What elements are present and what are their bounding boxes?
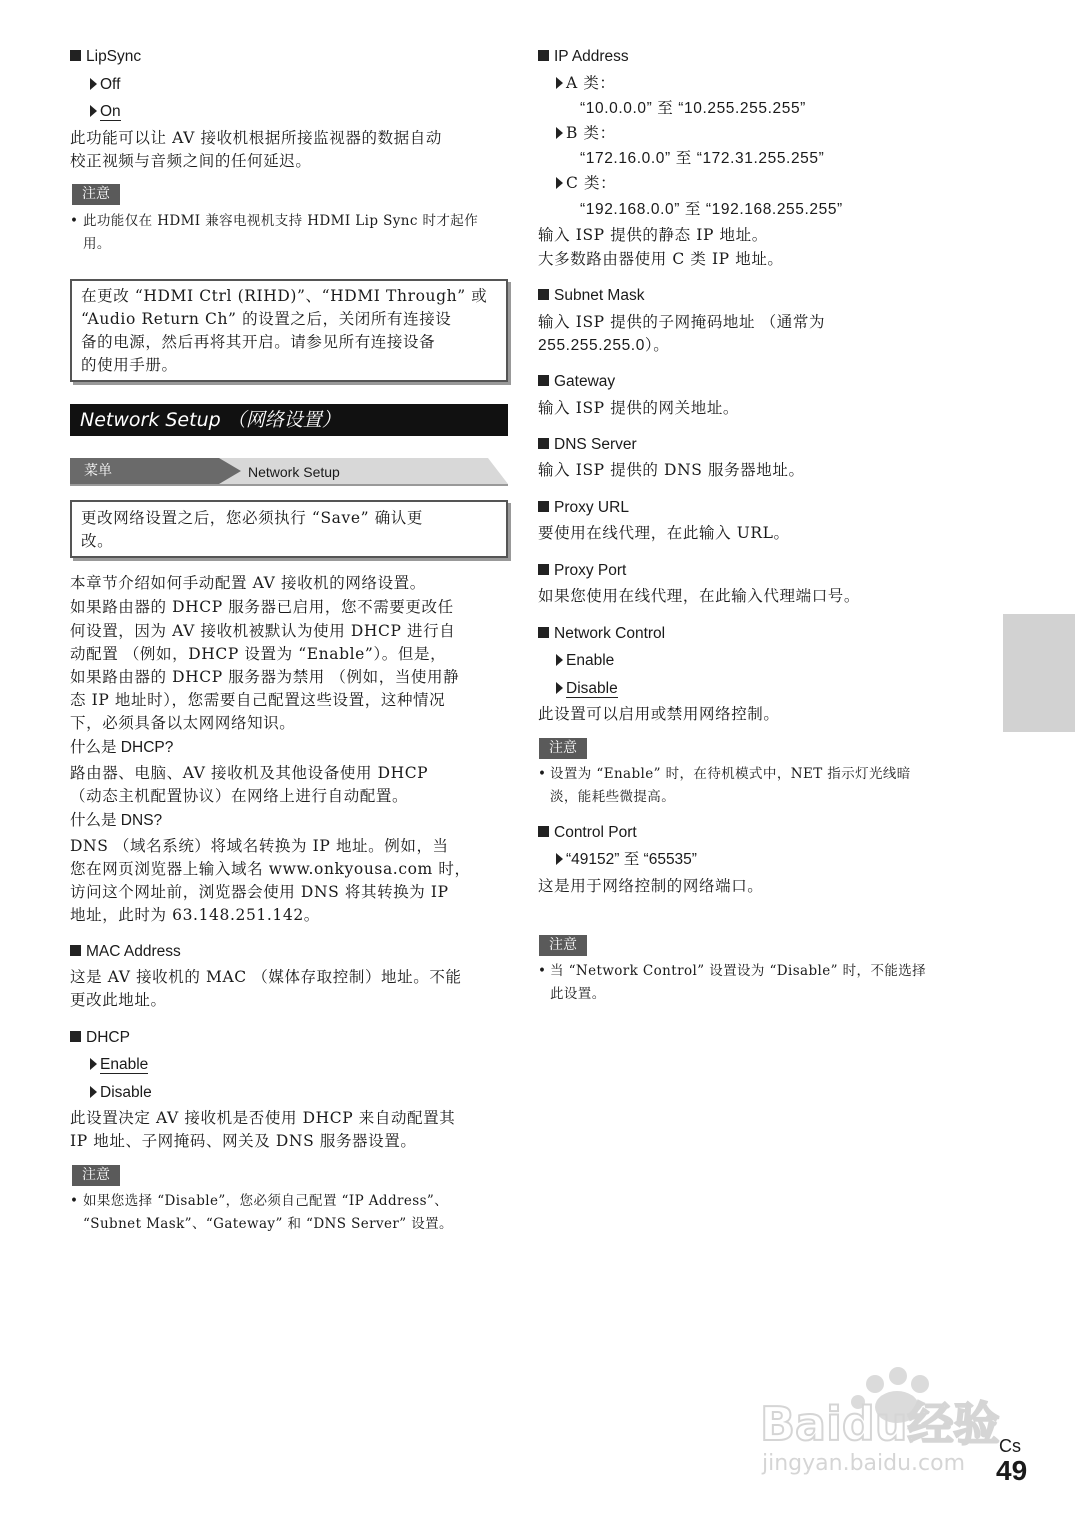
triangle-bullet-icon [556,77,563,89]
section-title: Network Setup （网络设置） [70,404,508,436]
menu-path-bar [70,458,508,486]
control-port-desc: 这是用于网络控制的网络端口。 [538,877,764,895]
ip-class-c: C 类： [556,172,616,195]
dhcp-answer: 路由器、电脑、AV 接收机及其他设备使用 DHCP [70,764,429,782]
ip-range-c: “192.168.0.0” 至 “192.168.255.255” [580,201,843,218]
intro-line: 如果路由器的 DHCP 服务器为禁用 （例如，当使用静 [70,668,460,686]
lipsync-option-off: Off [90,75,120,95]
watermark-url: jingyan.baidu.com [762,1451,966,1476]
network-control-option-enable: Enable [556,651,614,671]
triangle-bullet-icon [90,105,97,117]
square-bullet-icon [538,289,549,300]
square-bullet-icon [538,627,549,638]
lipsync-note: • 此功能仅在 HDMI 兼容电视机支持 HDMI Lip Sync 时才起作 用。 [70,213,479,252]
square-bullet-icon [538,438,549,449]
intro-line: 如果路由器的 DHCP 服务器已启用，您不需要更改任 [70,598,454,616]
hdmi-notice-box: 在更改 “HDMI Ctrl (RIHD)”、“HDMI Through” 或 “Audio Return Ch” 的设置之后，关闭所有连接设 备的电源，然后再将其开启。请参见所有连接设备 的使用手册。 [70,279,508,382]
gateway-heading: Gateway [538,372,615,392]
square-bullet-icon [538,501,549,512]
dns-answer: DNS （域名系统）将域名转换为 IP 地址。例如，当 [70,837,449,855]
mac-desc-1: 这是 AV 接收机的 MAC （媒体存取控制）地址。不能 [70,968,462,986]
menu-path: Network Setup [248,464,340,480]
ip-desc-2: 大多数路由器使用 C 类 IP 地址。 [538,250,784,268]
menu-label: 菜单 [70,458,219,484]
lipsync-option-on: On [90,102,121,122]
mac-desc-2: 更改此地址。 [70,991,167,1009]
dhcp-note: • 如果您选择 “Disable”，您必须自己配置 “IP Address”、 “Subnet Mask”、“Gateway” 和 “DNS Server” 设置。 [70,1193,453,1232]
menu-arrow-icon [219,458,241,484]
dhcp-answer: （动态主机配置协议）在网络上进行自动配置。 [70,787,409,805]
watermark-brand: Baidu经验 [760,1397,1000,1451]
square-bullet-icon [538,50,549,61]
dns-heading: DNS Server [538,435,637,455]
square-bullet-icon [538,375,549,386]
side-tab-marker [1003,614,1075,732]
triangle-bullet-icon [556,127,563,139]
triangle-bullet-icon [556,177,563,189]
square-bullet-icon [70,1031,81,1042]
dhcp-question: 什么是 DHCP? [70,739,174,756]
control-port-note: • 当 “Network Control” 设置设为 “Disable” 时，不能选择 此设置。 [538,963,927,1002]
intro-line: 下，必须具备以太网网络知识。 [70,714,296,732]
dhcp-note-tag: 注意 [72,1164,120,1186]
dns-answer: 地址，此时为 63.148.251.142。 [70,906,320,924]
dns-desc: 输入 ISP 提供的 DNS 服务器地址。 [538,461,805,479]
dns-question: 什么是 DNS? [70,812,163,829]
lipsync-desc-2: 校正视频与音频之间的任何延迟。 [70,152,312,170]
triangle-bullet-icon [90,1086,97,1098]
proxy-url-heading: Proxy URL [538,498,629,518]
dhcp-desc-2: IP 地址、子网掩码、网关及 DNS 服务器设置。 [70,1132,417,1150]
save-notice-box: 更改网络设置之后，您必须执行 “Save” 确认更 改。 [70,500,508,558]
dns-answer: 访问这个网址前，浏览器会使用 DNS 将其转换为 IP [70,883,449,901]
control-port-heading: Control Port [538,823,637,843]
triangle-bullet-icon [556,682,563,694]
lipsync-heading: LipSync [70,47,141,67]
triangle-bullet-icon [90,1058,97,1070]
square-bullet-icon [538,564,549,575]
triangle-bullet-icon [90,78,97,90]
subnet-heading: Subnet Mask [538,286,644,306]
proxy-url-desc: 要使用在线代理，在此输入 URL。 [538,524,790,542]
menu-end-slant [488,458,508,484]
dhcp-option-enable: Enable [90,1055,148,1075]
dhcp-desc-1: 此设置决定 AV 接收机是否使用 DHCP 来自动配置其 [70,1109,456,1127]
lipsync-note-tag: 注意 [72,183,120,205]
ip-desc-1: 输入 ISP 提供的静态 IP 地址。 [538,226,768,244]
square-bullet-icon [70,945,81,956]
language-code: Cs [999,1436,1021,1456]
subnet-desc-1: 输入 ISP 提供的子网掩码地址 （通常为 [538,313,826,331]
lipsync-desc-1: 此功能可以让 AV 接收机根据所接监视器的数据自动 [70,129,442,147]
intro-line: 何设置，因为 AV 接收机被默认为使用 DHCP 进行自 [70,622,456,640]
ip-range-b: “172.16.0.0” 至 “172.31.255.255” [580,150,825,167]
intro-line: 本章节介绍如何手动配置 AV 接收机的网络设置。 [70,574,426,592]
mac-heading: MAC Address [70,942,181,962]
page-number: 49 [996,1455,1028,1486]
dhcp-heading: DHCP [70,1028,130,1048]
proxy-port-heading: Proxy Port [538,561,626,581]
network-control-desc: 此设置可以启用或禁用网络控制。 [538,705,780,723]
gateway-desc: 输入 ISP 提供的网关地址。 [538,399,740,417]
square-bullet-icon [70,50,81,61]
triangle-bullet-icon [556,654,563,666]
ip-class-b: B 类： [556,122,616,145]
ip-heading: IP Address [538,47,629,67]
dhcp-option-disable: Disable [90,1083,152,1103]
network-control-option-disable: Disable [556,679,618,699]
baidu-jingyan-watermark [760,1362,1010,1477]
intro-line: 动配置 （例如，DHCP 设置为 “Enable”）。但是， [70,645,447,663]
control-port-note-tag: 注意 [539,934,587,956]
square-bullet-icon [538,826,549,837]
ip-range-a: “10.0.0.0” 至 “10.255.255.255” [580,100,806,117]
dns-answer: 您在网页浏览器上输入域名 www.onkyousa.com 时， [70,860,471,878]
intro-line: 态 IP 地址时），您需要自己配置这些设置，这种情况 [70,691,446,709]
network-control-note: • 设置为 “Enable” 时，在待机模式中，NET 指示灯光线暗 淡，能耗些微提高。 [538,766,911,805]
control-port-range: “49152” 至 “65535” [556,850,697,870]
subnet-desc-2: 255.255.255.0）。 [538,337,670,354]
network-control-note-tag: 注意 [539,737,587,759]
triangle-bullet-icon [556,853,563,865]
ip-class-a: A 类： [556,72,616,95]
network-control-heading: Network Control [538,624,665,644]
proxy-port-desc: 如果您使用在线代理，在此输入代理端口号。 [538,587,861,605]
